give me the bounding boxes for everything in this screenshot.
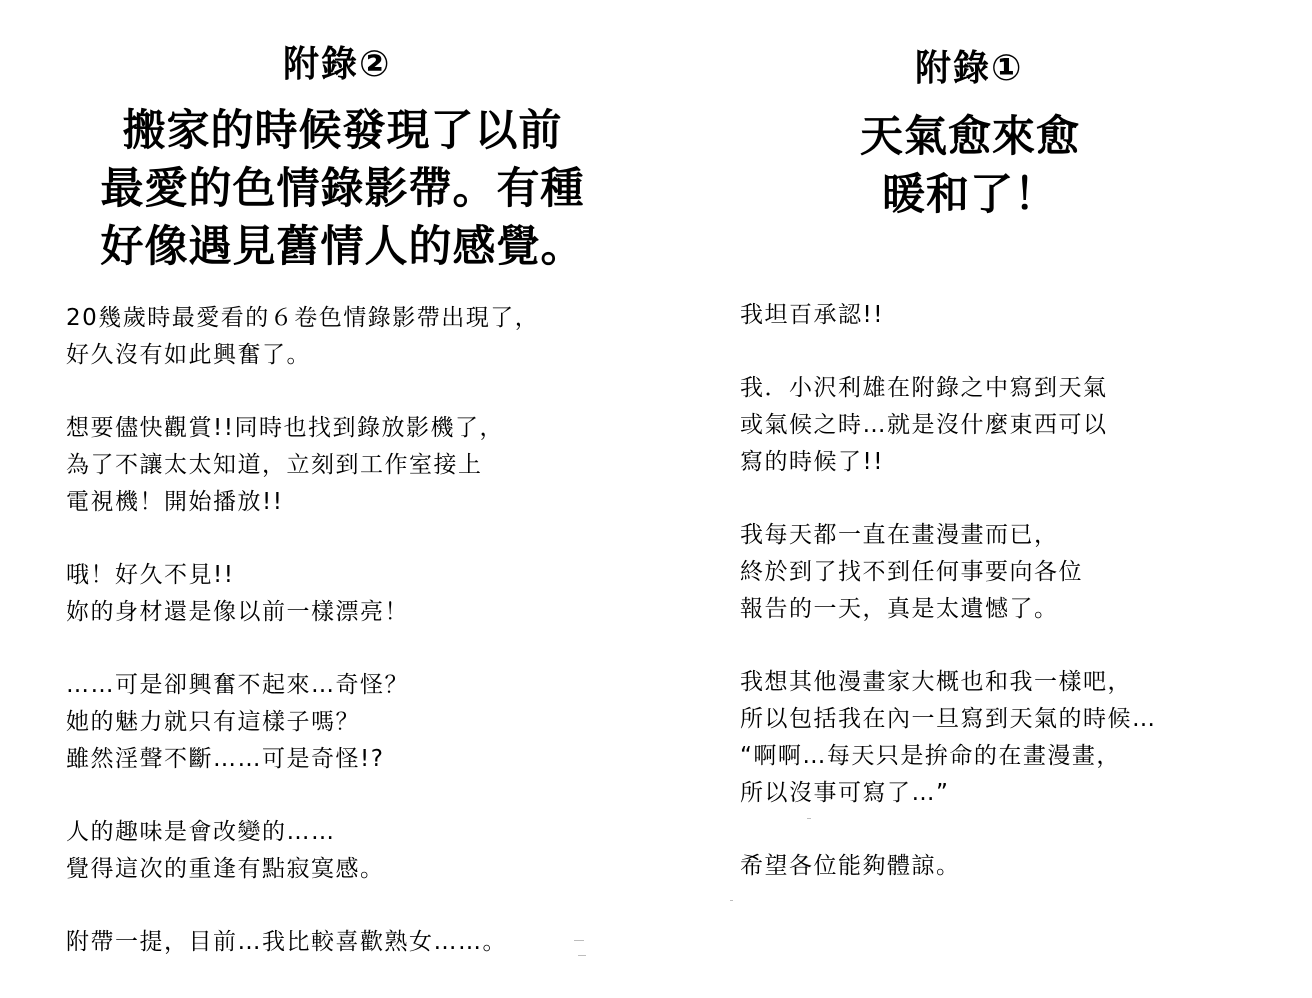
right-page	[660, 0, 1312, 998]
paragraph	[66, 667, 651, 778]
headline-line: 暖和了！	[882, 170, 1058, 220]
scan-speck	[574, 940, 584, 941]
text-line: 所以沒事可寫了…”	[740, 780, 950, 806]
text-line: 希望各位能夠體諒。	[740, 853, 961, 879]
text-line: 20幾歲時最愛看的６卷色情錄影帶出現了，	[66, 305, 540, 331]
text-line: 想要儘快觀賞!!同時也找到錄放影機了，	[66, 415, 504, 441]
paragraph	[740, 517, 1305, 628]
appendix-1-body	[740, 297, 1305, 921]
text-line: 雖然淫聲不斷……可是奇怪!?	[66, 746, 385, 772]
text-line: 好久沒有如此興奮了。	[66, 342, 311, 368]
appendix-1-headline	[820, 108, 1120, 224]
text-line: 妳的身材還是像以前一樣漂亮！	[66, 599, 409, 625]
paragraph	[66, 924, 651, 961]
paragraph	[740, 297, 1305, 334]
appendix-2-label: 附錄②	[283, 44, 392, 85]
text-line: “啊啊…每天只是拚命的在畫漫畫，	[740, 743, 1121, 769]
headline-line: 搬家的時候發現了以前	[122, 106, 563, 156]
text-line: 我坦百承認!!	[740, 302, 884, 328]
text-line: 所以包括我在內一旦寫到天氣的時候…	[740, 706, 1157, 732]
scan-speck	[578, 955, 586, 956]
text-line: 我想其他漫畫家大概也和我一樣吧，	[740, 669, 1132, 695]
text-line: 報告的一天，真是太遺憾了。	[740, 596, 1059, 622]
text-line: ……可是卻興奮不起來…奇怪？	[66, 672, 409, 698]
text-line: 附帶一提，目前…我比較喜歡熟女……。	[66, 929, 507, 955]
scan-speck	[730, 900, 733, 901]
headline-line: 好像遇見舊情人的感覺。	[100, 222, 585, 272]
text-line: 電視機！開始播放!!	[66, 489, 284, 515]
scan-speck	[807, 818, 811, 819]
paragraph	[66, 410, 651, 521]
text-line: 人的趣味是會改變的……	[66, 819, 336, 845]
text-line: 終於到了找不到任何事要向各位	[740, 559, 1083, 585]
paragraph	[66, 557, 651, 631]
paragraph	[66, 814, 651, 888]
appendix-2-headline	[80, 102, 605, 276]
text-line: 為了不讓太太知道，立刻到工作室接上	[66, 452, 483, 478]
text-line: 她的魅力就只有這樣子嗎？	[66, 709, 360, 735]
appendix-1-label: 附錄①	[915, 48, 1024, 89]
headline-line: 天氣愈來愈	[860, 112, 1080, 162]
text-line: 我每天都一直在畫漫畫而已，	[740, 522, 1059, 548]
paragraph	[740, 664, 1305, 812]
headline-line: 最愛的色情錄影帶。有種	[100, 164, 585, 214]
appendix-2-body	[66, 300, 651, 997]
paragraph	[740, 370, 1305, 481]
text-line: 我．小沢利雄在附錄之中寫到天氣	[740, 375, 1108, 401]
text-line: 或氣候之時…就是沒什麼東西可以	[740, 412, 1108, 438]
text-line: 寫的時候了!!	[740, 449, 884, 475]
text-line: 覺得這次的重逢有點寂寞感。	[66, 856, 385, 882]
paragraph	[740, 848, 1305, 885]
paragraph	[66, 300, 651, 374]
text-line: 哦！好久不見!!	[66, 562, 235, 588]
